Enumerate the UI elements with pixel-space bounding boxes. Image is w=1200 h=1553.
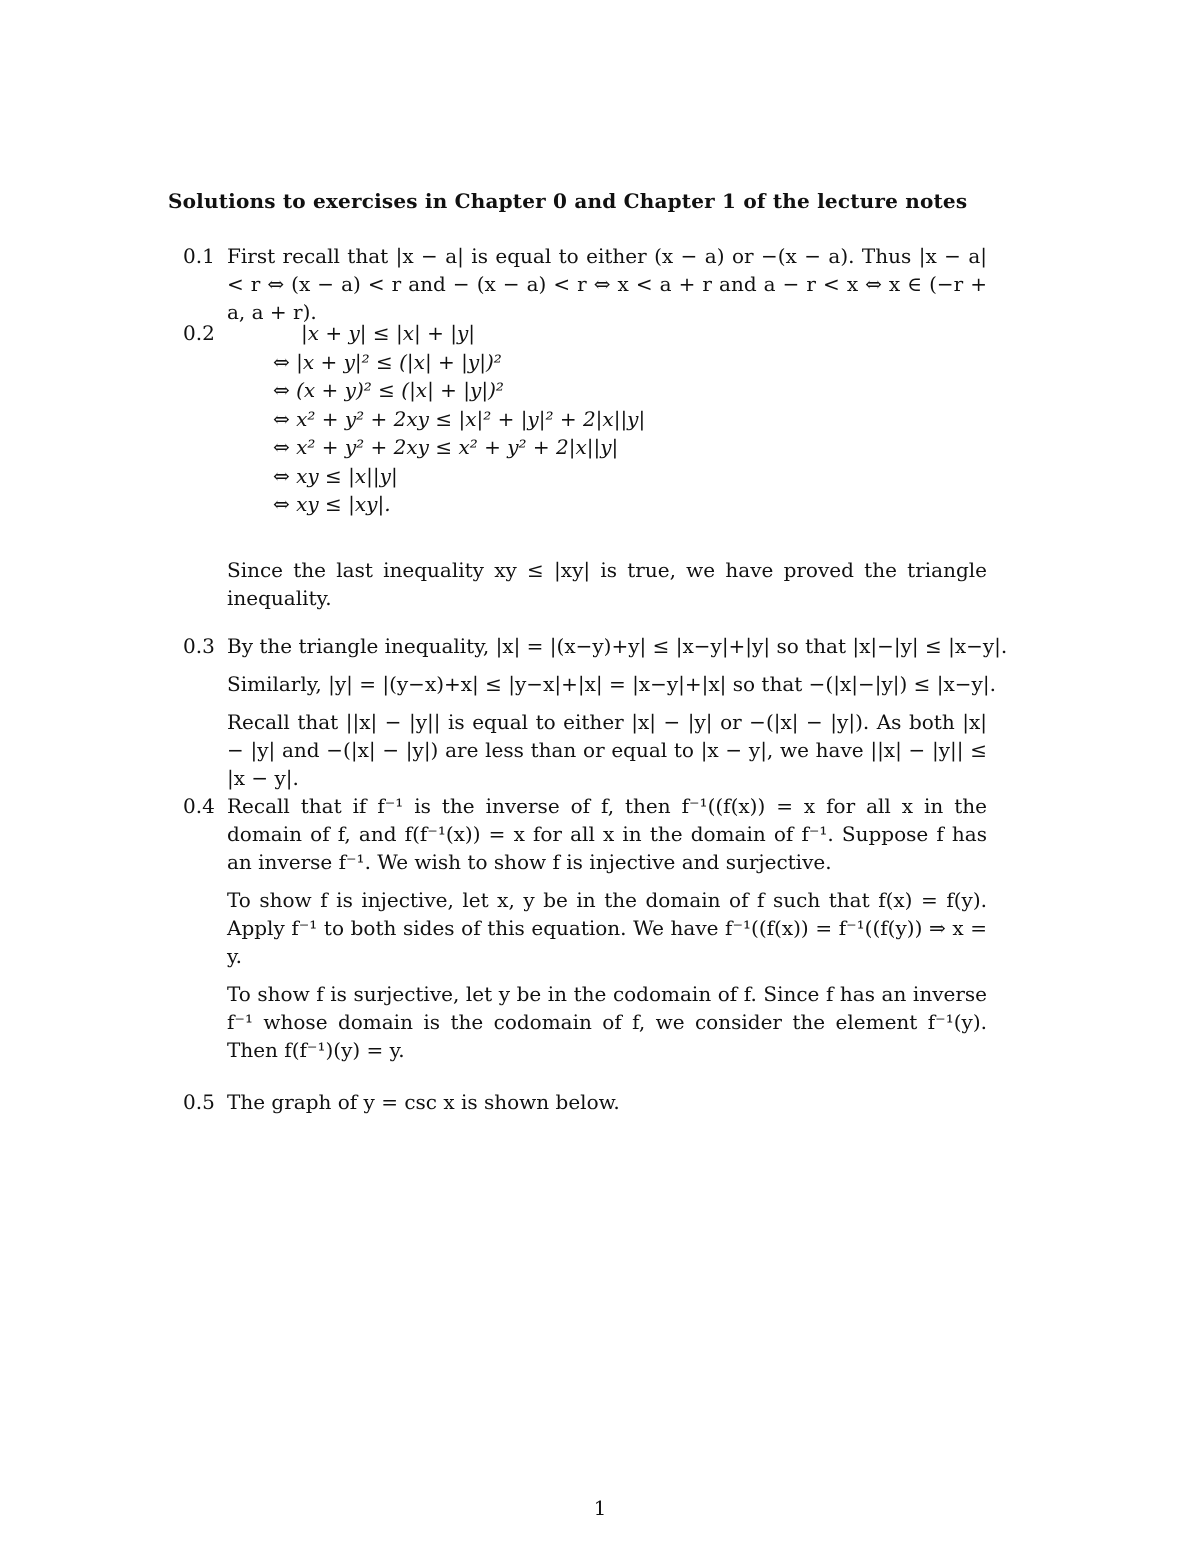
equation-line: ⇔ |x + y|² ≤ (|x| + |y|)² (273, 349, 502, 374)
equation-chain (273, 319, 793, 519)
exercise-text: The graph of y = csc x is shown below. (227, 1090, 620, 1114)
exercise-number: 0.5 (183, 1090, 215, 1114)
exercise-number: 0.1 (183, 244, 215, 268)
page-title: Solutions to exercises in Chapter 0 and Chapter 1 of the lecture notes (168, 189, 968, 213)
exercise-number: 0.4 (183, 794, 215, 818)
exercise-text: Recall that ||x| − |y|| is equal to either |x| − |y| or −(|x| − |y|). As both |x| − |y| and −(|x| − |y|) are less than or equal to |x − y|, we have ||x| − |y|| ≤ |x − y|. (227, 710, 987, 790)
exercise-text: Similarly, |y| = |(y−x)+x| ≤ |y−x|+|x| = |x−y|+|x| so that −(|x|−|y|) ≤ |x−y|. (227, 672, 996, 696)
exercise-text: Since the last inequality xy ≤ |xy| is true, we have proved the triangle inequality. (227, 558, 987, 610)
exercise-text: By the triangle inequality, |x| = |(x−y)+y| ≤ |x−y|+|y| so that |x|−|y| ≤ |x−y|. (227, 634, 1008, 658)
equation-line: ⇔ xy ≤ |x||y| (273, 463, 398, 488)
page-number: 1 (593, 1496, 607, 1520)
exercise-number: 0.3 (183, 634, 215, 658)
equation-line: |x + y| ≤ |x| + |y| (301, 321, 476, 345)
equation-line: ⇔ (x + y)² ≤ (|x| + |y|)² (273, 378, 504, 402)
equation-line: ⇔ xy ≤ |xy|. (273, 492, 391, 516)
exercise-text: Recall that if f⁻¹ is the inverse of f, then f⁻¹((f(x)) = x for all x in the domain of f, and f(f⁻¹(x)) = x for all x in the domain of f⁻¹. Suppose f has an inverse f⁻¹. We wish to show f is injective and surjective. (227, 794, 987, 874)
exercise-text: First recall that |x − a| is equal to either (x − a) or −(x − a). Thus |x − a| < r ⇔ (x − a) < r and − (x − a) < r ⇔ x < a + r and a − r < x ⇔ x ∈ (−r + a, a + r). (227, 244, 987, 324)
exercise-text: To show f is surjective, let y be in the codomain of f. Since f has an inverse f⁻¹ whose domain is the codomain of f, we consider the element f⁻¹(y). Then f(f⁻¹)(y) = y. (227, 982, 987, 1062)
equation-line: ⇔ x² + y² + 2xy ≤ |x|² + |y|² + 2|x||y| (273, 406, 646, 431)
exercise-number: 0.2 (183, 321, 215, 345)
equation-line: ⇔ x² + y² + 2xy ≤ x² + y² + 2|x||y| (273, 435, 619, 459)
exercise-text: To show f is injective, let x, y be in the domain of f such that f(x) = f(y). Apply f⁻¹ to both sides of this equation. We have f⁻¹((f(x)) = f⁻¹((f(y)) ⇒ x = y. (227, 888, 987, 968)
